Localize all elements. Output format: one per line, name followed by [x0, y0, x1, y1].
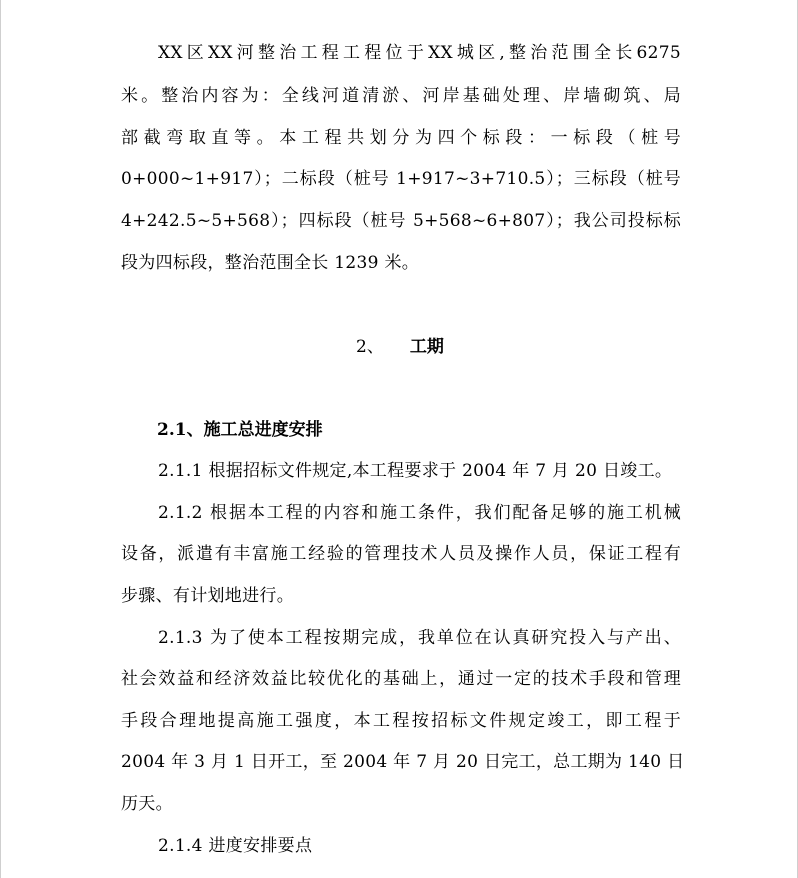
paragraph-2-1-3-line-5: 历天。 [121, 794, 173, 814]
section-number: 2、 [356, 337, 384, 357]
intro-line-3: 部截弯取直等。本工程共划分为四个标段：一标段（桩号 [121, 128, 681, 148]
page-left-border [0, 0, 1, 878]
intro-line-4: 0+000~1+917）；二标段（桩号 1+917~3+710.5）；三标段（桩号 [121, 169, 681, 189]
paragraph-2-1-2-line-2: 设备，派遣有丰富施工经验的管理技术人员及操作人员，保证工程有 [121, 544, 681, 564]
paragraph-2-1-1: 2.1.1 根据招标文件规定,本工程要求于 2004 年 7 月 20 日竣工。 [158, 461, 673, 481]
section-title: 工期 [409, 337, 444, 357]
paragraph-2-1-3-line-1: 2.1.3 为了使本工程按期完成，我单位在认真研究投入与产出、 [158, 628, 681, 648]
paragraph-2-1-3-line-2: 社会效益和经济效益比较优化的基础上，通过一定的技术手段和管理 [121, 669, 681, 689]
section-heading [356, 337, 444, 357]
intro-line-6: 段为四标段，整治范围全长 1239 米。 [121, 253, 420, 273]
paragraph-2-1-3-line-4: 2004 年 3 月 1 日开工，至 2004 年 7 月 20 日完工，总工期为 140 日 [121, 752, 685, 772]
intro-line-1: XX区XX河整治工程工程位于XX城区,整治范围全长6275 [158, 43, 681, 63]
paragraph-2-1-3-line-3: 手段合理地提高施工强度，本工程按招标文件规定竣工，即工程于 [121, 711, 681, 731]
paragraph-2-1-4: 2.1.4 进度安排要点 [158, 836, 313, 856]
intro-line-5: 4+242.5~5+568）；四标段（桩号 5+568~6+807）；我公司投标标 [121, 211, 681, 231]
paragraph-2-1-2-line-1: 2.1.2 根据本工程的内容和施工条件，我们配备足够的施工机械 [158, 503, 681, 523]
subsection-heading: 2.1、施工总进度安排 [157, 420, 323, 440]
intro-line-2: 米。整治内容为：全线河道清淤、河岸基础处理、岸墙砌筑、局 [121, 86, 681, 106]
paragraph-2-1-2-line-3: 步骤、有计划地进行。 [121, 586, 294, 606]
